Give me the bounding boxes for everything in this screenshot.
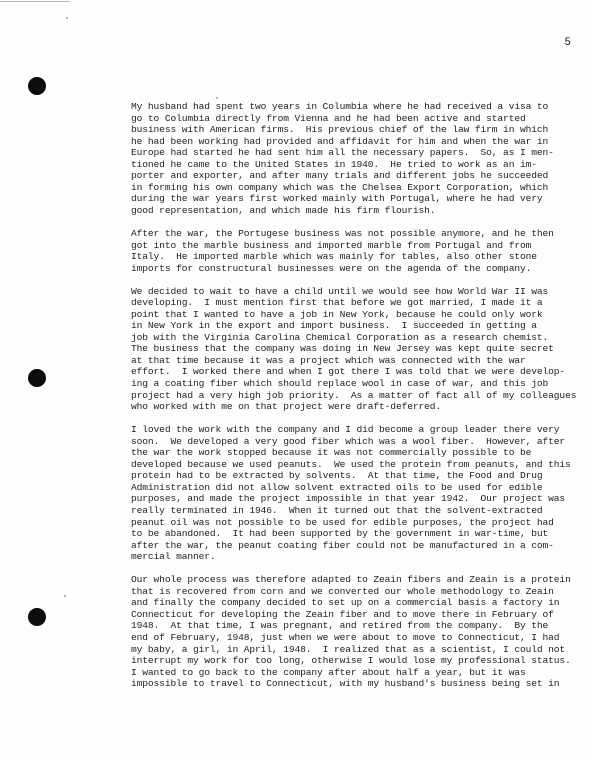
scan-speck — [64, 595, 66, 597]
top-edge-mark — [0, 1, 70, 2]
punch-hole-icon — [28, 608, 46, 626]
scan-speck — [216, 97, 218, 99]
paragraph: I loved the work with the company and I did become a group leader there very soon. We developed a very good fiber which was a wool fiber. However, after the war the work stopped because it was not commercially possible to be developed because we used peanuts. We used the protein from peanuts, and this protein had to be extracted by solvents. At that time, the Food and Drug Administration did not allow solvent extracted oils to be used for edible purposes, and made the project impossible in that year 1942. Our project was really terminated in 1946. When it turned out that the solvent-extracted peanut oil was not possible to be used for edible purposes, the project had to be abandoned. It had been supported by the government in war-time, but after the war, the peanut coating fiber could not be manufactured in a com- mercial manner. — [131, 424, 571, 563]
paragraph: We decided to wait to have a child until we would see how World War II was developing. I must mention first that before we got married, I made it a point that I wanted to have a job in New York, because he could only work in New York in the export and import business. I succeeded in getting a job with the Virginia Carolina Chemical Corporation as a research chemist. The business that the company was doing in New Jersey was kept quite secret at that time because it was a project which was connected with the war effort. I worked there and when I got there I was told that we were develop- ing a coating fiber which should replace wool in case of war, and this job project had a very high job priority. As a matter of fact all of my colleagues who worked with me on that project were draft-deferred. — [131, 285, 577, 413]
paragraph: Our whole process was therefore adapted to Zeain fibers and Zeain is a protein that is recovered from corn and we converted our whole methodology to Zeain and finally the company decided to set up on a commercial basis a factory in Connecticut for developing the Zeain fiber and to move there in February of 1948. At that time, I was pregnant, and retired from the company. By the end of February, 1948, just when we were about to move to Connecticut, I had my baby, a girl, in April, 1948. I realized that as a scientist, I could not interrupt my work for too long, otherwise I would lose my professional status. I wanted to go back to the company after about half a year, but it was impossible to travel to Connecticut, with my husband's business being set in — [131, 574, 571, 690]
punch-hole-icon — [28, 77, 46, 95]
body-text — [131, 101, 586, 701]
paragraph: My husband had spent two years in Columbia where he had received a visa to go to Columbia directly from Vienna and he had been active and started business with American firms. His previous chief of the law firm in which he had been working had provided and affidavit for him and when the war in Europe had started he had sent him all the necessary papers. So, as I men- tioned he came to the United States in 1940. He tried to work as an im- porter and exporter, and after many trials and different jobs he succeeded in forming his own company which was the Chelsea Export Corporation, which during the war years first worked mainly with Portugal, where he had very good representation, and which made his firm flourish. — [131, 101, 554, 216]
punch-hole-icon — [28, 369, 46, 387]
scan-speck — [66, 17, 68, 19]
paragraph: After the war, the Portugese business was not possible anymore, and he then got into the marble business and imported marble from Portugal and from Italy. He imported marble which was mainly for tables, also other stone imports for constructural businesses were on the agenda of the company. — [131, 227, 554, 274]
page-number: 5 — [564, 37, 571, 49]
